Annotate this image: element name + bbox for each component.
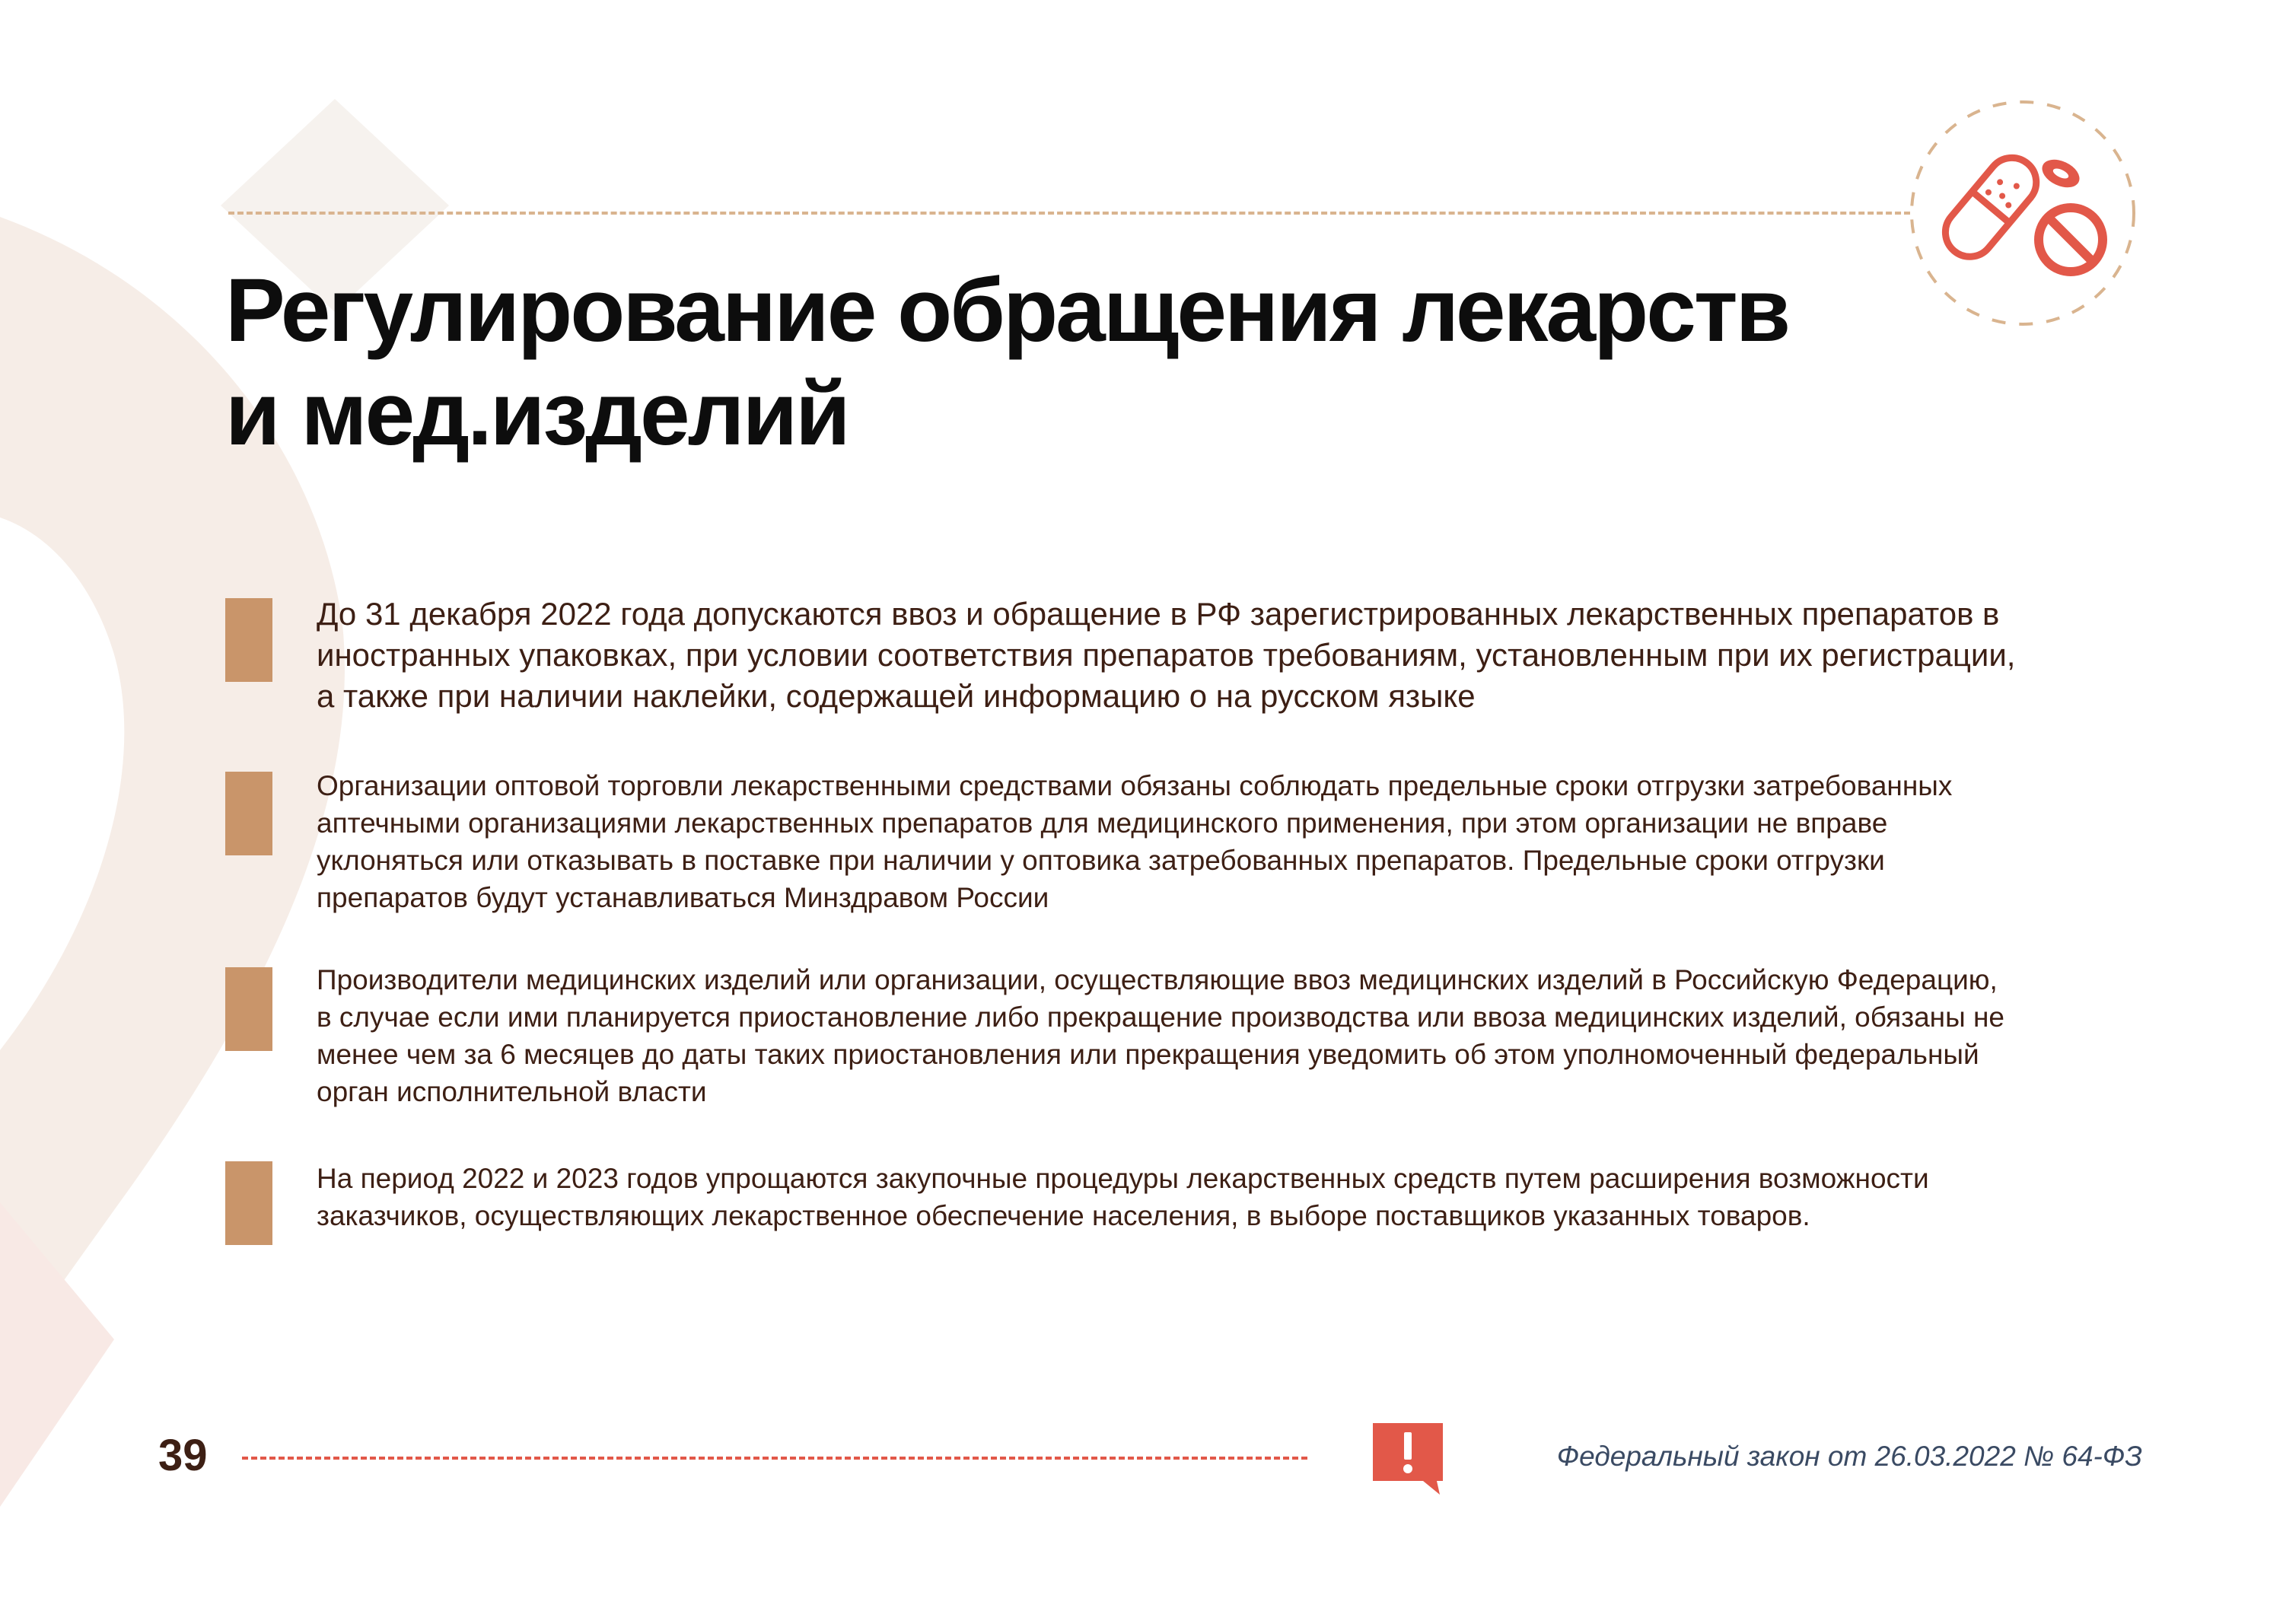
text-line: орган исполнительной власти bbox=[317, 1076, 707, 1107]
text-line: менее чем за 6 месяцев до даты таких приостановления или прекращения уведомить об этом уполномоченный федеральный bbox=[317, 1039, 1979, 1070]
bullet-marker bbox=[225, 598, 272, 682]
bullet-marker bbox=[225, 1161, 272, 1245]
title-line: Регулирование обращения лекарств bbox=[225, 260, 1789, 361]
law-reference: Федеральный закон от 26.03.2022 № 64-ФЗ bbox=[1556, 1441, 2142, 1472]
text-line: До 31 декабря 2022 года допускаются ввоз и обращение в РФ зарегистрированных лекарственных препаратов в bbox=[317, 596, 2000, 632]
list-item-text bbox=[317, 767, 2158, 916]
page-title bbox=[225, 259, 1823, 466]
text-line: иностранных упаковках, при условии соответствия препаратов требованиям, установленным при их регистрации, bbox=[317, 637, 2016, 673]
text-line: уклоняться или отказывать в поставке при наличии у оптовика затребованных препаратов. Предельные сроки отгрузки bbox=[317, 845, 1885, 876]
alert-exclamation-icon bbox=[1370, 1420, 1446, 1496]
header-dashed-line bbox=[228, 212, 1910, 215]
bullet-marker bbox=[225, 967, 272, 1051]
text-line: Производители медицинских изделий или организации, осуществляющие ввоз медицинских изделий в Российскую Федерацию, bbox=[317, 964, 1998, 995]
text-line: в случае если ими планируется приостановление либо прекращение производства или ввоза медицинских изделий, обязаны не bbox=[317, 1001, 2004, 1033]
pills-prohibited-icon bbox=[1909, 99, 2137, 327]
title-line: и мед.изделий bbox=[225, 364, 849, 464]
list-item-text bbox=[317, 1160, 2158, 1234]
text-line: На период 2022 и 2023 годов упрощаются закупочные процедуры лекарственных средств путем расширения возможности bbox=[317, 1163, 1929, 1194]
list-item-text bbox=[317, 961, 2158, 1110]
text-line: а также при наличии наклейки, содержащей информацию о на русском языке bbox=[317, 678, 1476, 714]
page-number: 39 bbox=[158, 1431, 208, 1480]
bullet-marker bbox=[225, 772, 272, 855]
list-item-text bbox=[317, 594, 2158, 717]
text-line: препаратов будут устанавливаться Минздравом России bbox=[317, 882, 1049, 913]
text-line: Организации оптовой торговли лекарственными средствами обязаны соблюдать предельные сроки отгрузки затребованных bbox=[317, 770, 1953, 801]
text-line: аптечными организациями лекарственных препаратов для медицинского применения, при этом организации не вправе bbox=[317, 807, 1888, 839]
text-line: заказчиков, осуществляющих лекарственное обеспечение населения, в выборе поставщиков указанных товаров. bbox=[317, 1200, 1810, 1231]
footer-dashed-line bbox=[242, 1457, 1307, 1460]
